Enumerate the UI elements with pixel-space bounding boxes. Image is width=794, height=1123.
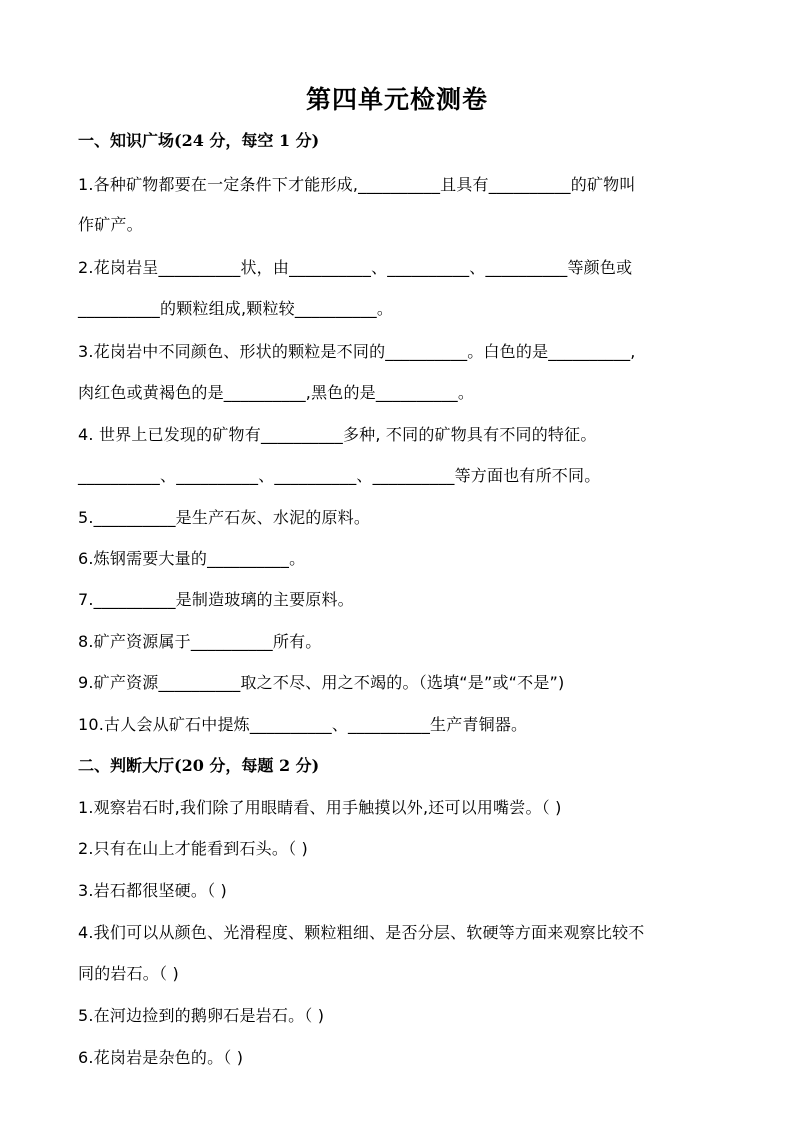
question-line: 6.炼钢需要大量的__________。 — [78, 549, 306, 568]
section-1-heading: 一、知识广场(24 分，每空 1 分) — [78, 131, 320, 150]
question-line: 8.矿产资源属于__________所有。 — [78, 632, 322, 651]
question-line: 7.__________是制造玻璃的主要原料。 — [78, 590, 354, 609]
question-line: __________的颗粒组成,颗粒较__________。 — [78, 299, 394, 318]
question-line: 2.只有在山上才能看到石头。（ ) — [78, 839, 308, 858]
section-2-heading: 二、判断大厅(20 分，每题 2 分) — [78, 756, 320, 775]
question-line: __________、__________、__________、__________等方面也有所不同。 — [78, 466, 601, 485]
question-line: 5.__________是生产石灰、水泥的原料。 — [78, 508, 371, 527]
question-line: 6.花岗岩是杂色的。（ ) — [78, 1048, 244, 1067]
question-line: 9.矿产资源__________取之不尽、用之不竭的。（选填“是”或“不是”) — [78, 673, 565, 692]
page-title: 第四单元检测卷 — [305, 85, 488, 114]
question-line: 3.花岗岩中不同颜色、形状的颗粒是不同的__________。白色的是__________, — [78, 342, 636, 361]
question-line: 10.古人会从矿石中提炼__________、__________生产青铜器。 — [78, 715, 528, 734]
question-line: 2.花岗岩呈__________状，由__________、__________、__________等颜色或 — [78, 258, 633, 277]
question-line: 4.我们可以从颜色、光滑程度、颗粒粗细、是否分层、软硬等方面来观察比较不 — [78, 923, 645, 942]
question-line: 1.各种矿物都要在一定条件下才能形成,__________且具有__________的矿物叫 — [78, 175, 636, 194]
question-line: 作矿产。 — [78, 215, 143, 234]
question-line: 1.观察岩石时,我们除了用眼睛看、用手触摸以外,还可以用嘴尝。（ ) — [78, 798, 562, 817]
question-line: 3.岩石都很坚硬。（ ) — [78, 881, 227, 900]
question-line: 5.在河边捡到的鹅卵石是岩石。（ ) — [78, 1006, 325, 1025]
question-line: 4. 世界上已发现的矿物有__________多种, 不同的矿物具有不同的特征。 — [78, 425, 597, 444]
question-line: 肉红色或黄褐色的是__________,黑色的是__________。 — [78, 383, 475, 402]
question-line: 同的岩石。（ ) — [78, 964, 179, 983]
